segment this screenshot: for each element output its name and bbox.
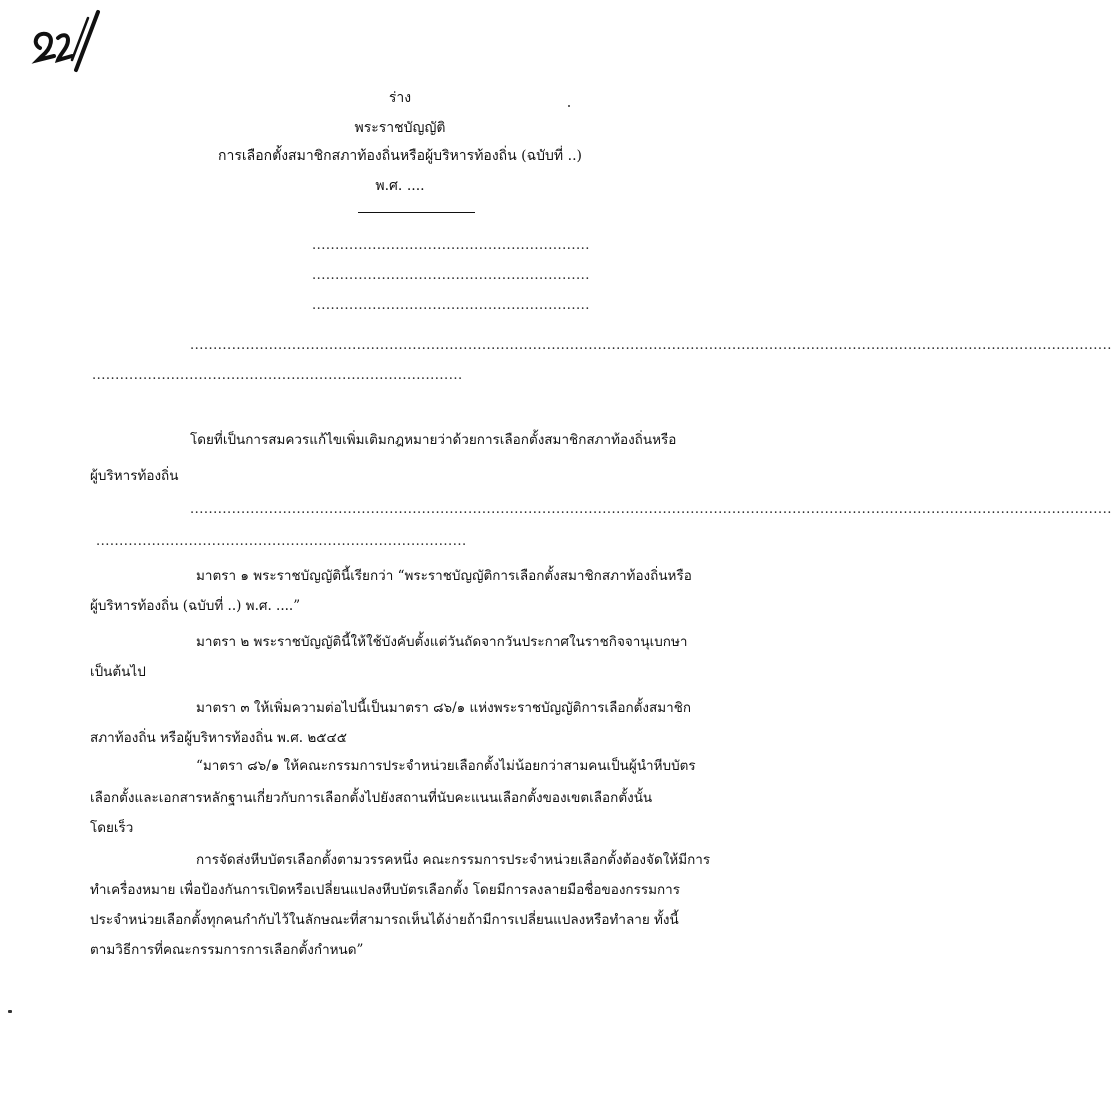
quote-1-line-2: เลือกตั้งและเอกสารหลักฐานเกี่ยวกับการเลือกตั้งไปยังสถานที่นับคะแนนเลือกตั้งของเขตเลือกตั้งนั้น <box>90 790 653 806</box>
year-line: พ.ศ. .... <box>375 178 425 194</box>
quote-2-line-1: การจัดส่งหีบบัตรเลือกตั้งตามวรรคหนึ่ง คณะกรรมการประจำหน่วยเลือกตั้งต้องจัดให้มีการ <box>196 852 711 868</box>
placeholder-line: ............................................................ <box>312 268 590 283</box>
title-divider <box>358 212 475 213</box>
scan-speck <box>8 1010 12 1013</box>
preamble-line-2: ผู้บริหารท้องถิ่น <box>90 468 179 484</box>
quote-2-line-4: ตามวิธีการที่คณะกรรมการการเลือกตั้งกำหนด” <box>90 942 364 958</box>
placeholder-line: ................................................................................ <box>92 368 463 383</box>
section-2-line-1: มาตรา ๒ พระราชบัญญัตินี้ให้ใช้บังคับตั้งแต่วันถัดจากวันประกาศในราชกิจจานุเบกษา <box>196 634 688 650</box>
draft-label: ร่าง <box>388 90 412 106</box>
document-title: การเลือกตั้งสมาชิกสภาท้องถิ่นหรือผู้บริหารท้องถิ่น (ฉบับที่ ..) <box>218 148 582 164</box>
section-3-line-1: มาตรา ๓ ให้เพิ่มความต่อไปนี้เป็นมาตรา ๘๖/๑ แห่งพระราชบัญญัติการเลือกตั้งสมาชิก <box>196 700 692 716</box>
quote-2-line-3: ประจำหน่วยเลือกตั้งทุกคนกำกับไว้ในลักษณะที่สามารถเห็นได้ง่ายถ้ามีการเปลี่ยนแปลงหรือทำลาย ทั้งนี้ <box>90 912 679 928</box>
placeholder-line: ............................................................ <box>312 238 590 253</box>
quote-1-line-3: โดยเร็ว <box>90 820 134 836</box>
section-1-line-2: ผู้บริหารท้องถิ่น (ฉบับที่ ..) พ.ศ. ....” <box>90 598 301 614</box>
placeholder-line: ............................................................ <box>312 298 590 313</box>
preamble-line-1: โดยที่เป็นการสมควรแก้ไขเพิ่มเติมกฎหมายว่าด้วยการเลือกตั้งสมาชิกสภาท้องถิ่นหรือ <box>190 432 677 448</box>
quote-1-line-1: “มาตรา ๘๖/๑ ให้คณะกรรมการประจำหน่วยเลือกตั้งไม่น้อยกว่าสามคนเป็นผู้นำหีบบัตร <box>196 758 696 774</box>
section-2-line-2: เป็นต้นไป <box>90 664 146 680</box>
handwritten-page-number <box>28 8 108 78</box>
document-type: พระราชบัญญัติ <box>354 120 446 136</box>
placeholder-line: ....................................................................................................................................................................................................... <box>190 338 1112 353</box>
scan-speck <box>568 105 570 107</box>
placeholder-line: ................................................................................ <box>96 534 467 549</box>
placeholder-line: ....................................................................................................................................................................................................... <box>190 502 1112 517</box>
quote-2-line-2: ทำเครื่องหมาย เพื่อป้องกันการเปิดหรือเปลี่ยนแปลงหีบบัตรเลือกตั้ง โดยมีการลงลายมือชื่อของกรรมการ <box>90 882 681 898</box>
section-1-line-1: มาตรา ๑ พระราชบัญญัตินี้เรียกว่า “พระราชบัญญัติการเลือกตั้งสมาชิกสภาท้องถิ่นหรือ <box>196 568 692 584</box>
section-3-line-2: สภาท้องถิ่น หรือผู้บริหารท้องถิ่น พ.ศ. ๒๕๔๕ <box>90 730 347 746</box>
